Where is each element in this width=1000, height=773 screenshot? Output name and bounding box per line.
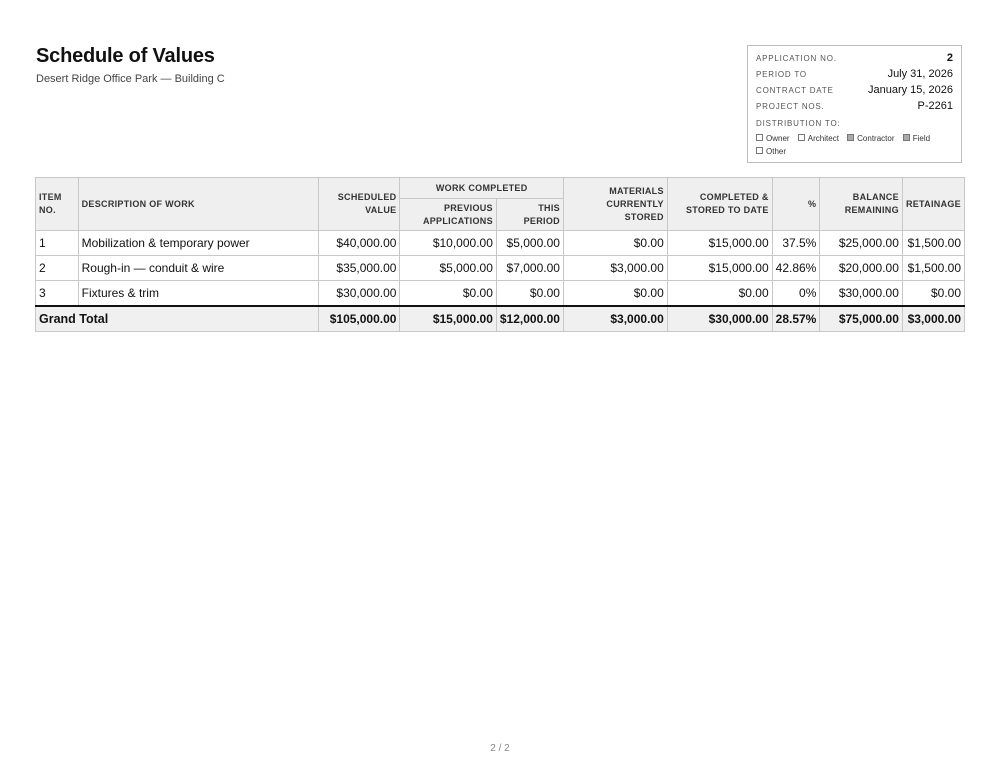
total-percent: 28.57% [772, 306, 820, 332]
cell-description: Mobilization & temporary power [78, 231, 318, 256]
cell-balance-remaining: $30,000.00 [820, 281, 903, 307]
page-number: 2 / 2 [490, 743, 510, 754]
cell-retainage: $0.00 [902, 281, 964, 307]
table-row [36, 231, 965, 256]
cell-retainage: $1,500.00 [902, 256, 964, 281]
cell-materials-stored: $0.00 [563, 281, 667, 307]
cell-scheduled-value: $35,000.00 [318, 256, 400, 281]
cell-percent: 0% [772, 281, 820, 307]
distribution-architect-label: Architect [807, 134, 839, 143]
cell-materials-stored: $3,000.00 [563, 256, 667, 281]
project-nos-label: PROJECT NOS. [756, 102, 825, 111]
cell-scheduled-value: $30,000.00 [318, 281, 400, 307]
application-info-box [747, 45, 962, 163]
cell-this-period: $7,000.00 [496, 256, 563, 281]
distribution-other[interactable] [756, 145, 786, 158]
checkbox-icon [756, 134, 763, 141]
period-to-row [756, 68, 953, 84]
cell-completed-stored: $15,000.00 [667, 256, 772, 281]
distribution-owner[interactable] [756, 132, 790, 145]
total-balance-remaining: $75,000.00 [820, 306, 903, 332]
distribution-checkboxes [756, 132, 953, 158]
cell-balance-remaining: $25,000.00 [820, 231, 903, 256]
header-work-completed: WORK COMPLETED [400, 178, 563, 199]
distribution-other-label: Other [766, 147, 787, 156]
header-balance-remaining: BALANCE REMAINING [820, 178, 903, 231]
header-materials-stored: MATERIALS CURRENTLY STORED [563, 178, 667, 231]
page-title: Schedule of Values [36, 45, 215, 67]
total-scheduled-value: $105,000.00 [318, 306, 400, 332]
checkbox-checked-icon [903, 134, 910, 141]
header-scheduled-value: SCHEDULED VALUE [318, 178, 400, 231]
project-subtitle: Desert Ridge Office Park — Building C [36, 73, 225, 85]
grand-total-row [36, 306, 965, 332]
cell-this-period: $0.00 [496, 281, 563, 307]
total-materials-stored: $3,000.00 [563, 306, 667, 332]
contract-date-value: January 15, 2026 [867, 84, 953, 96]
application-no-label: APPLICATION NO. [756, 54, 837, 63]
distribution-field[interactable] [903, 132, 930, 145]
header-this-period: THIS PERIOD [496, 199, 563, 231]
total-this-period: $12,000.00 [496, 306, 563, 332]
cell-previous-applications: $5,000.00 [400, 256, 496, 281]
cell-materials-stored: $0.00 [563, 231, 667, 256]
cell-previous-applications: $10,000.00 [400, 231, 496, 256]
cell-description: Rough-in — conduit & wire [78, 256, 318, 281]
cell-retainage: $1,500.00 [902, 231, 964, 256]
table-row [36, 256, 965, 281]
header-item-no: ITEM NO. [36, 178, 79, 231]
grand-total-label: Grand Total [36, 306, 319, 332]
cell-item-no: 3 [36, 281, 79, 307]
total-previous-applications: $15,000.00 [400, 306, 496, 332]
distribution-contractor-label: Contractor [857, 134, 895, 143]
cell-completed-stored: $0.00 [667, 281, 772, 307]
total-retainage: $3,000.00 [902, 306, 964, 332]
table-row [36, 281, 965, 307]
checkbox-icon [756, 147, 763, 154]
cell-description: Fixtures & trim [78, 281, 318, 307]
header-percent: % [772, 178, 820, 231]
distribution-architect[interactable] [798, 132, 839, 145]
checkbox-checked-icon [847, 134, 854, 141]
cell-completed-stored: $15,000.00 [667, 231, 772, 256]
distribution-contractor[interactable] [847, 132, 894, 145]
header-description: DESCRIPTION OF WORK [78, 178, 318, 231]
cell-this-period: $5,000.00 [496, 231, 563, 256]
contract-date-row [756, 84, 953, 100]
distribution-label: DISTRIBUTION TO: [756, 119, 841, 128]
distribution-field-label: Field [912, 134, 931, 143]
application-no-value: 2 [946, 52, 953, 64]
period-to-value: July 31, 2026 [887, 68, 953, 80]
cell-percent: 42.86% [772, 256, 820, 281]
project-nos-row [756, 100, 953, 116]
total-completed-stored: $30,000.00 [667, 306, 772, 332]
cell-scheduled-value: $40,000.00 [318, 231, 400, 256]
distribution-owner-label: Owner [766, 134, 790, 143]
header-completed-stored: COMPLETED & STORED TO DATE [667, 178, 772, 231]
application-no-row [756, 52, 953, 68]
cell-percent: 37.5% [772, 231, 820, 256]
period-to-label: PERIOD TO [756, 70, 807, 79]
project-nos-value: P-2261 [917, 100, 953, 112]
cell-previous-applications: $0.00 [400, 281, 496, 307]
cell-item-no: 1 [36, 231, 79, 256]
schedule-of-values-table [35, 177, 965, 332]
header-previous-applications: PREVIOUS APPLICATIONS [400, 199, 496, 231]
checkbox-icon [798, 134, 805, 141]
cell-item-no: 2 [36, 256, 79, 281]
contract-date-label: CONTRACT DATE [756, 86, 834, 95]
cell-balance-remaining: $20,000.00 [820, 256, 903, 281]
header-retainage: RETAINAGE [902, 178, 964, 231]
